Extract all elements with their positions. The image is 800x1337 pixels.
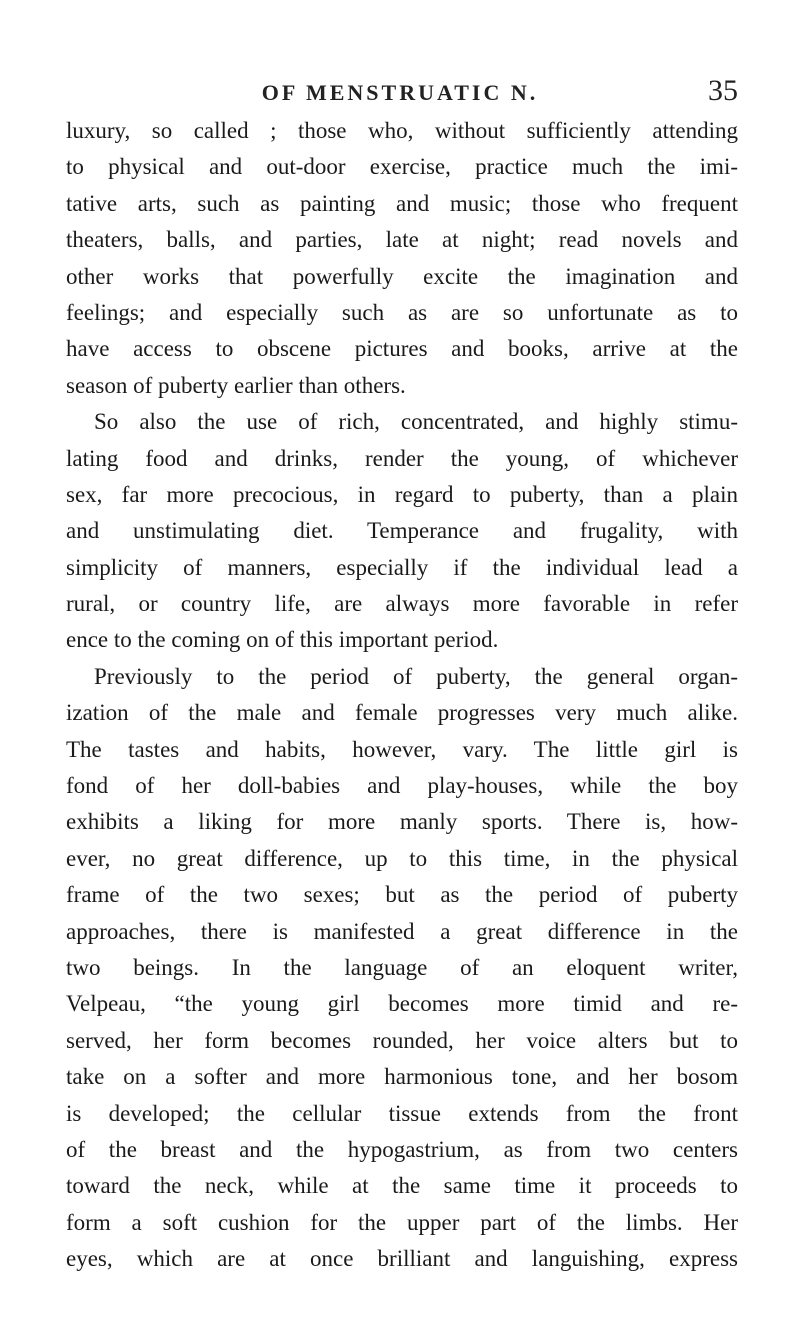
text-line: served, her form becomes rounded, her voice alters but to bbox=[66, 1027, 738, 1053]
text-line: is developed; the cellular tissue extends from the front bbox=[66, 1100, 738, 1126]
page-number: 35 bbox=[708, 74, 738, 107]
text-line: So also the use of rich, concentrated, and highly stimu- bbox=[94, 409, 738, 435]
text-line: Previously to the period of puberty, the general organ- bbox=[94, 663, 738, 689]
text-line: season of puberty earlier than others. bbox=[66, 372, 406, 398]
text-line: ever, no great difference, up to this time, in the physical bbox=[66, 845, 738, 871]
text-line: and unstimulating diet. Temperance and frugality, with bbox=[66, 518, 738, 544]
text-line: two beings. In the language of an eloquent writer, bbox=[66, 954, 738, 980]
text-line: of the breast and the hypogastrium, as from two centers bbox=[66, 1136, 738, 1162]
text-line: feelings; and especially such as are so unfortunate as to bbox=[66, 299, 738, 325]
text-line: take on a softer and more harmonious tone, and her bosom bbox=[66, 1064, 738, 1090]
text-line: eyes, which are at once brilliant and languishing, express bbox=[66, 1246, 738, 1272]
text-line: simplicity of manners, especially if the individual lead a bbox=[66, 554, 738, 580]
text-line: have access to obscene pictures and books, arrive at the bbox=[66, 336, 738, 362]
text-line: The tastes and habits, however, vary. The little girl is bbox=[66, 736, 738, 762]
text-line: ence to the coming on of this important period. bbox=[66, 627, 499, 653]
running-head bbox=[0, 74, 800, 114]
text-line: lating food and drinks, render the young, of whichever bbox=[66, 445, 738, 471]
text-line: other works that powerfully excite the imagination and bbox=[66, 263, 738, 289]
text-line: rural, or country life, are always more favorable in refer bbox=[66, 591, 738, 617]
text-line: tative arts, such as painting and music; those who frequent bbox=[66, 190, 738, 216]
text-line: toward the neck, while at the same time it proceeds to bbox=[66, 1173, 738, 1199]
text-line: ization of the male and female progresses very much alike. bbox=[66, 700, 738, 726]
text-line: Velpeau, “the young girl becomes more timid and re- bbox=[66, 991, 738, 1017]
text-line: exhibits a liking for more manly sports. There is, how- bbox=[66, 809, 738, 835]
text-line: to physical and out-door exercise, practice much the imi- bbox=[66, 154, 738, 180]
body-text bbox=[66, 113, 738, 1278]
text-line: theaters, balls, and parties, late at night; read novels and bbox=[66, 227, 738, 253]
text-line: fond of her doll-babies and play-houses, while the boy bbox=[66, 773, 738, 799]
text-line: form a soft cushion for the upper part of the limbs. Her bbox=[66, 1209, 738, 1235]
text-line: sex, far more precocious, in regard to puberty, than a plain bbox=[66, 481, 738, 507]
text-line: frame of the two sexes; but as the period of puberty bbox=[66, 882, 738, 908]
running-title: OF MENSTRUATIC N. bbox=[261, 80, 539, 105]
text-line: luxury, so called ; those who, without sufficiently attending bbox=[66, 118, 738, 143]
text-line: approaches, there is manifested a great difference in the bbox=[66, 918, 738, 944]
